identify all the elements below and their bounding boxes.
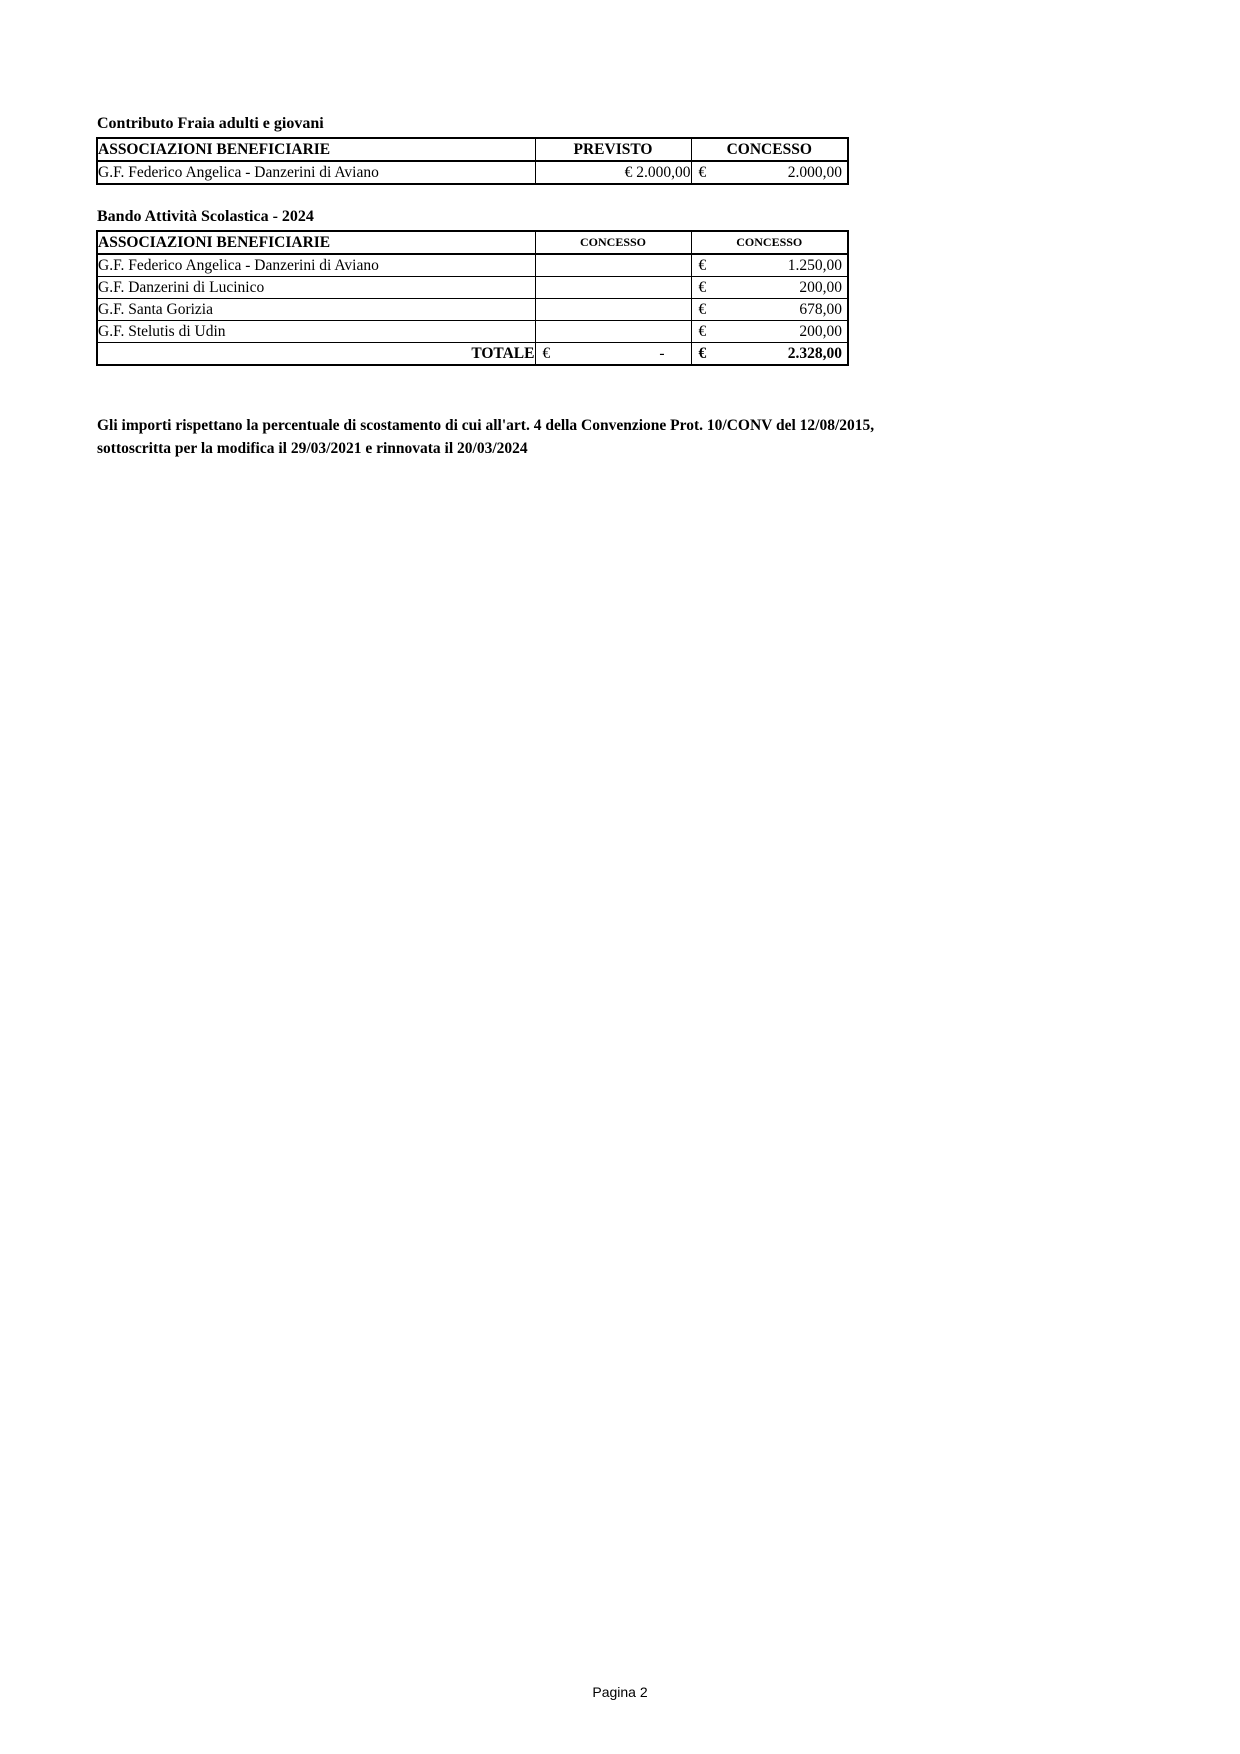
amount-dash: - (659, 344, 665, 362)
section2-title: Bando Attività Scolastica - 2024 (97, 208, 314, 225)
page-number: Pagina 2 (592, 1684, 648, 1700)
beneficiary-name: G.F. Danzerini di Lucinico (97, 277, 535, 299)
beneficiary-name: G.F. Federico Angelica - Danzerini di Aviano (97, 254, 535, 277)
beneficiary-name: G.F. Santa Gorizia (97, 299, 535, 321)
section2-header-row (97, 231, 848, 254)
empty-cell (535, 254, 691, 277)
empty-cell (535, 299, 691, 321)
section1-header-beneficiaries: ASSOCIAZIONI BENEFICIARIE (97, 138, 535, 161)
section1-header-concesso: CONCESSO (691, 138, 848, 161)
section2-header-beneficiaries: ASSOCIAZIONI BENEFICIARIE (97, 231, 535, 254)
table-row (97, 321, 848, 343)
concesso-amount (691, 299, 848, 321)
amount-value: 200,00 (799, 278, 842, 296)
section1-table (96, 137, 849, 185)
note-paragraph (97, 414, 1027, 460)
section2-header-concesso-mid: CONCESSO (535, 231, 691, 254)
amount-value: 678,00 (799, 300, 842, 318)
section2-table (96, 230, 849, 366)
total-concesso-amount (691, 343, 848, 366)
amount-value: 200,00 (799, 322, 842, 340)
currency-symbol: € (698, 163, 707, 181)
section1-header-row (97, 138, 848, 161)
note-line-1: Gli importi rispettano la percentuale di scostamento di cui all'art. 4 della Convenzione Prot. 10/CONV del 12/08/2015, (97, 417, 875, 434)
currency-symbol: € (698, 322, 707, 340)
total-amount-value: 2.328,00 (787, 344, 842, 362)
concesso-amount (691, 321, 848, 343)
note-line-2: sottoscritta per la modifica il 29/03/2021 e rinnovata il 20/03/2024 (97, 440, 528, 457)
currency-symbol: € (698, 256, 707, 274)
beneficiary-name: G.F. Stelutis di Udin (97, 321, 535, 343)
currency-symbol: € (698, 278, 707, 296)
empty-cell (535, 277, 691, 299)
table-row (97, 299, 848, 321)
currency-symbol: € (698, 344, 707, 362)
section2-header-concesso-right: CONCESSO (691, 231, 848, 254)
total-row (97, 343, 848, 366)
total-mid-cell (535, 343, 691, 366)
previsto-amount: € 2.000,00 (535, 161, 691, 184)
section1-header-previsto: PREVISTO (535, 138, 691, 161)
amount-value: 1.250,00 (787, 256, 842, 274)
beneficiary-name: G.F. Federico Angelica - Danzerini di Aviano (97, 161, 535, 184)
concesso-amount (691, 254, 848, 277)
currency-symbol: € (542, 344, 551, 362)
table-row (97, 161, 848, 184)
currency-symbol: € (698, 300, 707, 318)
table-row (97, 277, 848, 299)
empty-cell (535, 321, 691, 343)
concesso-amount (691, 161, 848, 184)
section1-title: Contributo Fraia adulti e giovani (97, 115, 324, 132)
concesso-amount (691, 277, 848, 299)
table-row (97, 254, 848, 277)
amount-value: 2.000,00 (787, 163, 842, 181)
total-label: TOTALE (97, 343, 535, 366)
